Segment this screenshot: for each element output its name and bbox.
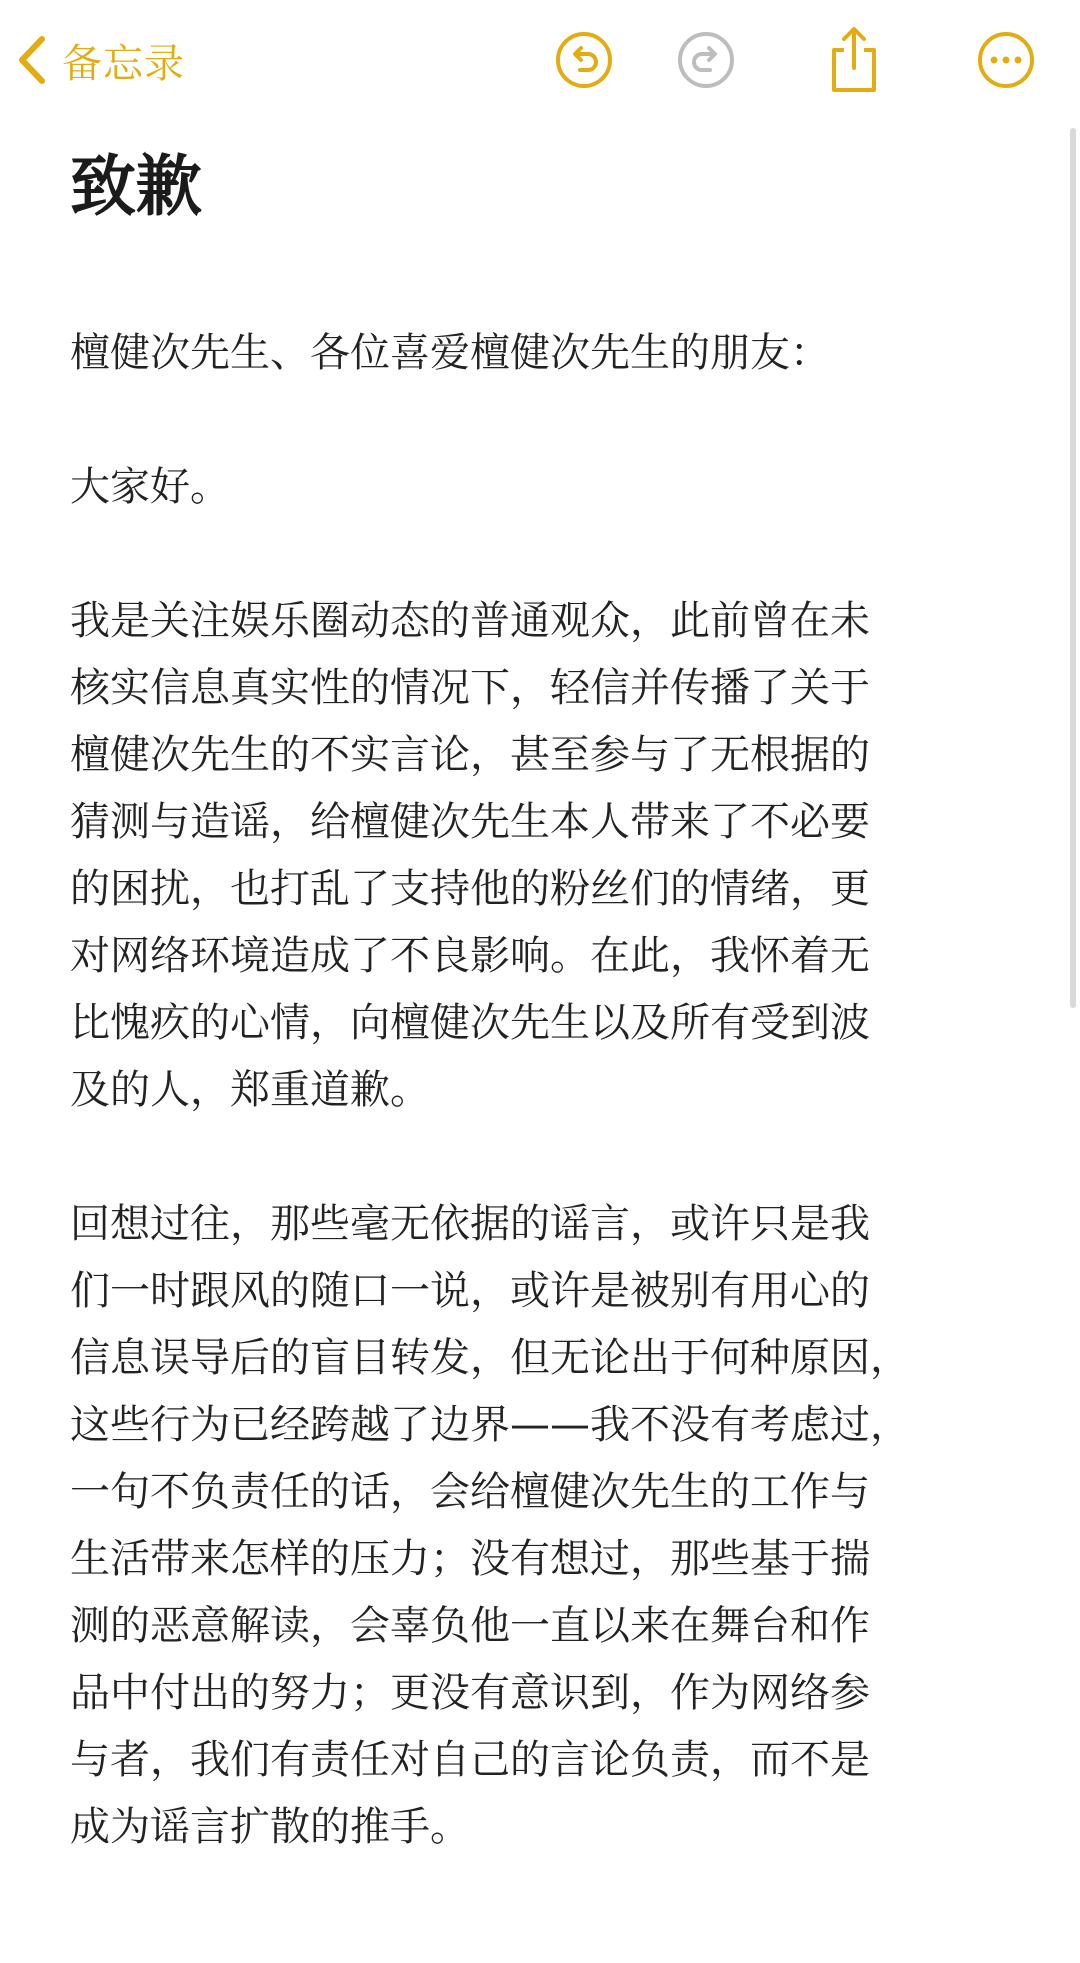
back-button[interactable]	[18, 28, 185, 92]
note-title[interactable]: 致歉	[70, 148, 202, 225]
paragraph-spacer	[70, 521, 1010, 588]
note-body[interactable]	[70, 320, 1010, 1861]
note-paragraph-apology: 我是关注娱乐圈动态的普通观众，此前曾在未 核实信息真实性的情况下，轻信并传播了关于 檀健次先生的不实言论，甚至参与了无根据的 猜测与造谣，给檀健次先生本人带来了不必要 的困扰，也打乱了支持他的粉丝们的情绪，更 对网络环境造成了不良影响。在此，我怀着无 比愧疚的心情，向檀健次先生以及所有受到波 及的人，郑重道歉。	[70, 598, 870, 1113]
chevron-left-icon	[18, 35, 46, 85]
undo-icon[interactable]	[554, 30, 614, 90]
redo-icon[interactable]	[676, 30, 736, 90]
share-icon[interactable]	[826, 24, 882, 96]
note-paragraph-reflection: 回想过往，那些毫无依据的谣言，或许只是我 们一时跟风的随口一说，或许是被别有用心的 信息误导后的盲目转发，但无论出于何种原因， 这些行为已经跨越了边界——我不没有考虑过， 一句不负责任的话，会给檀健次先生的工作与 生活带来怎样的压力；没有想过，那些基于揣 测的恶意解读，会辜负他一直以来在舞台和作 品中付出的努力；更没有意识到，作为网络参 与者，我们有责任对自己的言论负责，而不是 成为谣言扩散的推手。	[70, 1201, 910, 1850]
paragraph-spacer	[70, 1124, 1010, 1191]
nav-bar	[0, 0, 1080, 120]
note-paragraph-greeting: 大家好。	[70, 464, 230, 510]
scroll-indicator[interactable]	[1070, 128, 1076, 1008]
back-label: 备忘录	[62, 40, 185, 87]
note-paragraph-salutation: 檀健次先生、各位喜爱檀健次先生的朋友：	[70, 330, 830, 376]
more-icon[interactable]	[976, 30, 1036, 90]
paragraph-spacer	[70, 387, 1010, 454]
